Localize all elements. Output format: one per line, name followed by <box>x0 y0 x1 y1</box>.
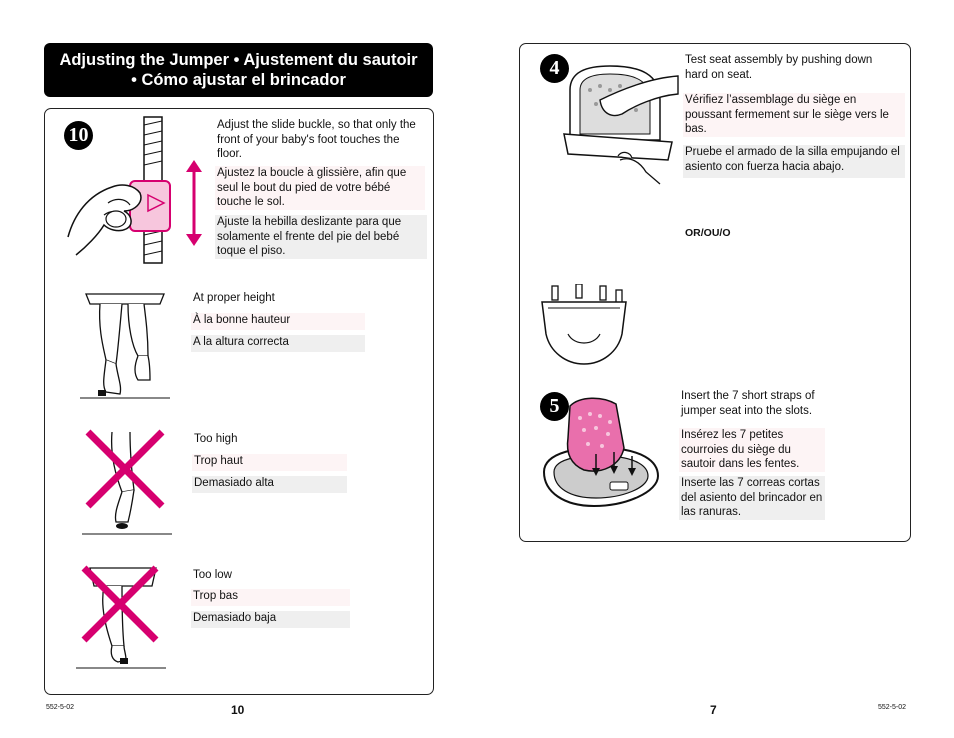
too-high-es: Demasiado alta <box>192 476 347 493</box>
step-4-text-fr: Vérifiez l’assemblage du siège en poussant fermement sur le siège vers le bas. <box>683 93 905 137</box>
too-high-fr: Trop haut <box>192 454 347 471</box>
too-low-es: Demasiado baja <box>191 611 350 628</box>
too-high-en: Too high <box>194 433 238 445</box>
step-10-text-es: Ajuste la hebilla deslizante para que solamente el frente del pie del bebé toque el piso. <box>215 215 427 259</box>
proper-height-en: At proper height <box>193 292 275 304</box>
proper-height-fr: À la bonne hauteur <box>191 313 365 330</box>
x-mark-icon <box>82 426 168 512</box>
left-footer-code: 552-5-02 <box>46 704 75 711</box>
step-5-text-es: Inserte las 7 correas cortas del asiento del brincador en las ranuras. <box>679 476 825 520</box>
section-title: Adjusting the Jumper • Ajustement du sautoir • Cómo ajustar el brincador <box>59 51 418 89</box>
step-5-badge: 5 <box>540 392 569 421</box>
step-10-text-fr: Ajustez la boucle à glissière, afin que seul le bout du pied de votre bébé touche le sol. <box>215 166 425 210</box>
seat-illustration <box>538 284 630 370</box>
seat-insert-illustration <box>540 388 662 514</box>
seat-pressing-illustration <box>560 60 680 186</box>
too-low-en: Too low <box>193 569 232 581</box>
step-4-text-es: Pruebe el armado de la silla empujando el asiento con fuerza hacia abajo. <box>683 145 905 178</box>
or-label: OR/OU/O <box>685 227 731 239</box>
right-page-number: 7 <box>710 703 717 717</box>
step-10-badge: 10 <box>64 121 93 150</box>
right-footer-code: 552-5-02 <box>878 704 907 711</box>
x-mark-icon <box>78 562 162 646</box>
left-page-number: 10 <box>231 703 245 717</box>
step-5-text-en: Insert the 7 short straps of jumper seat into the slots. <box>681 390 815 417</box>
step-10-text-en: Adjust the slide buckle, so that only the front of your baby's foot touches the floor. <box>217 119 416 160</box>
too-low-fr: Trop bas <box>191 589 350 606</box>
baby-legs-proper-illustration <box>80 290 170 400</box>
step-5-text-fr: Insérez les 7 petites courroies du siège du sautoir dans les fentes. <box>679 428 825 472</box>
step-4-text-en: Test seat assembly by pushing down hard on seat. <box>685 54 873 81</box>
proper-height-es: A la altura correcta <box>191 335 365 352</box>
section-header <box>44 43 433 97</box>
step-4-badge: 4 <box>540 54 569 83</box>
double-arrow-icon <box>184 160 204 246</box>
